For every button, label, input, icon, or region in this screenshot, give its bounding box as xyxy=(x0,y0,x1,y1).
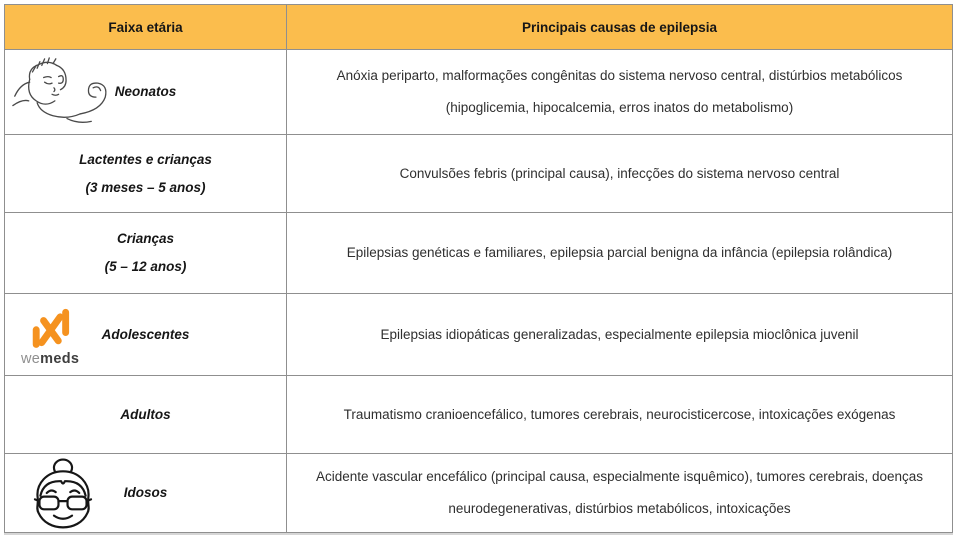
causes-cell xyxy=(287,376,952,453)
table-row xyxy=(5,294,952,376)
causes-text: Epilepsias genéticas e familiares, epilepsia parcial benigna da infância (epilepsia rolândica) xyxy=(346,245,893,260)
causes-text: Acidente vascular encefálico (principal causa, especialmente isquêmico), tumores cerebrais, doenças neurodegenerativas, distúrbios metabólicos, intoxicações xyxy=(315,469,924,516)
age-group-label: Crianças xyxy=(116,231,175,246)
column-header-causes: Principais causas de epilepsia xyxy=(521,19,718,35)
age-group-cell xyxy=(5,376,287,453)
table-row xyxy=(5,50,952,135)
age-group-cell xyxy=(5,50,287,134)
table-row xyxy=(5,213,952,294)
causes-text: Anóxia periparto, malformações congênitas do sistema nervoso central, distúrbios metabólicos (hipoglicemia, hipocalcemia, erros inatos do metabolismo) xyxy=(336,68,903,115)
causes-cell xyxy=(287,50,952,134)
age-range-label: (3 meses – 5 anos) xyxy=(85,179,206,195)
table-row xyxy=(5,454,952,532)
table-row xyxy=(5,135,952,213)
causes-text: Epilepsias idiopáticas generalizadas, especialmente epilepsia mioclônica juvenil xyxy=(380,326,859,342)
age-group-label: Adultos xyxy=(120,406,171,422)
causes-text: Convulsões febris (principal causa), infecções do sistema nervoso central xyxy=(399,165,840,181)
age-group-cell xyxy=(5,213,287,293)
table-row xyxy=(5,376,952,454)
table-header-row xyxy=(5,5,952,50)
causes-cell xyxy=(287,294,952,375)
age-group-label: Adolescentes xyxy=(101,326,190,342)
column-header-age-group: Faixa etária xyxy=(5,5,287,49)
epilepsy-causes-table xyxy=(4,4,953,533)
wemeds-logo-text: wemeds xyxy=(21,350,80,367)
age-group-label: Lactentes e crianças xyxy=(79,151,212,167)
wemeds-logo xyxy=(21,304,79,366)
causes-text: Traumatismo cranioencefálico, tumores cerebrais, neurocisticercose, intoxicações exógenas xyxy=(343,406,896,422)
causes-cell xyxy=(287,213,952,293)
age-group-cell xyxy=(5,294,287,375)
causes-cell xyxy=(287,454,952,532)
age-group-cell xyxy=(5,135,287,212)
elderly-woman-icon xyxy=(25,457,101,529)
age-range-label: (5 – 12 anos) xyxy=(104,259,187,274)
age-group-label: Idosos xyxy=(123,485,168,500)
age-group-cell xyxy=(5,454,287,532)
age-group-label: Neonatos xyxy=(114,84,177,99)
causes-cell xyxy=(287,135,952,212)
newborn-baby-icon xyxy=(11,57,123,127)
